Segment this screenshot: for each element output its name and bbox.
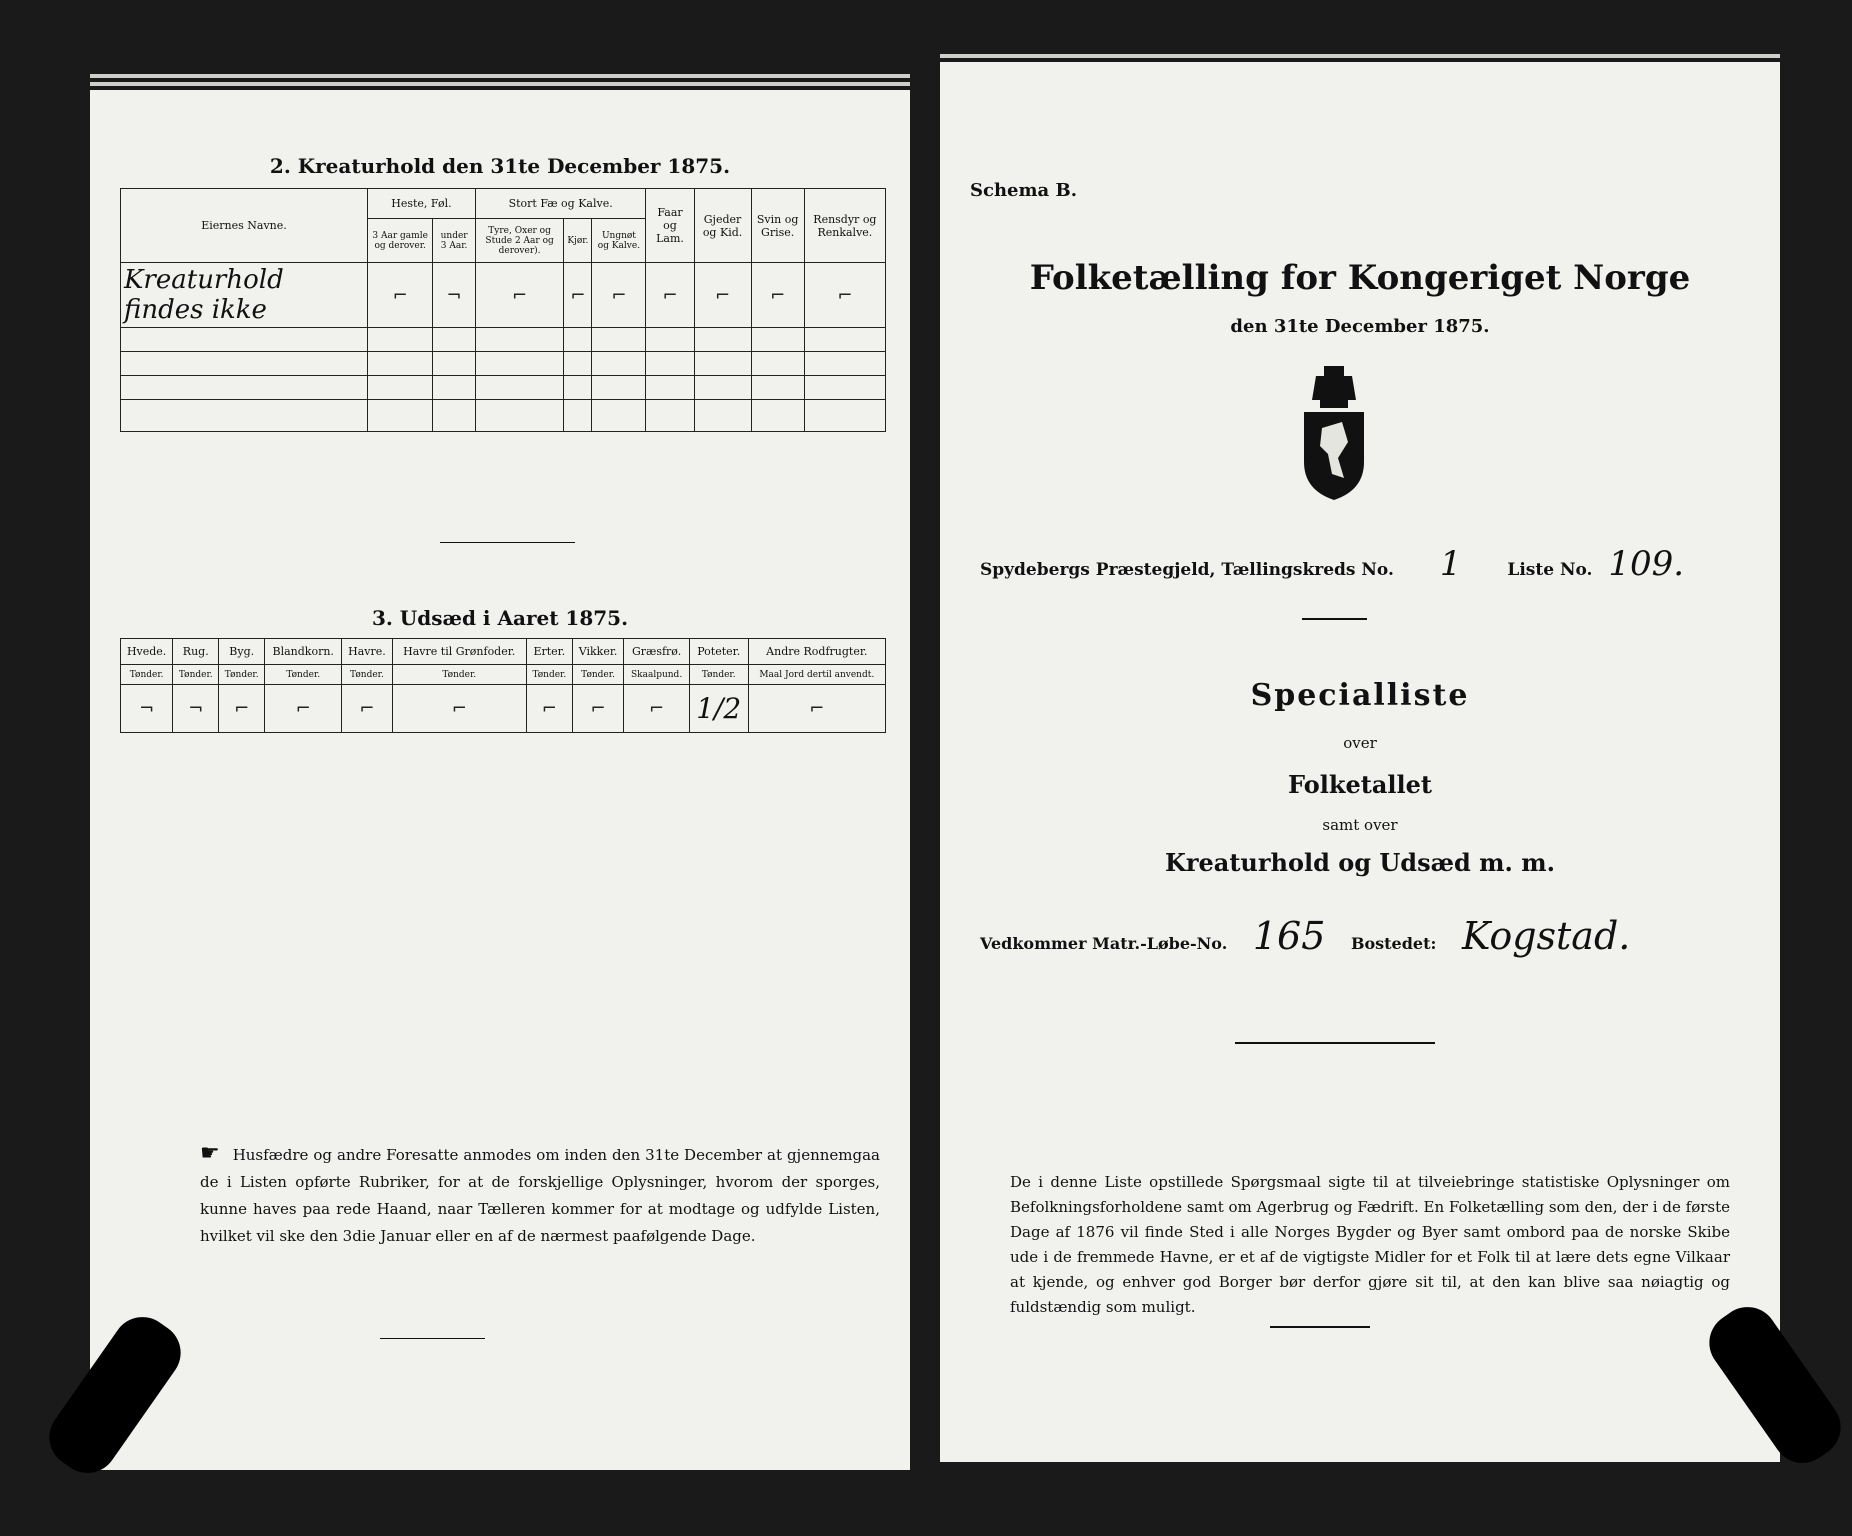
- table-cell: ⌐: [592, 263, 646, 328]
- heste-b-header: under 3 Aar.: [433, 219, 476, 263]
- table-cell: ⌐: [694, 263, 751, 328]
- page-edge: [90, 74, 910, 78]
- sowing-unit: Tønder.: [392, 665, 526, 685]
- sowing-header: Blandkorn.: [265, 639, 342, 665]
- sowing-unit: Tønder.: [572, 665, 623, 685]
- sowing-header: Græsfrø.: [624, 639, 690, 665]
- sowing-unit: Tønder.: [219, 665, 265, 685]
- schema-label: Schema B.: [970, 180, 1077, 201]
- tellingskreds-value: 1: [1439, 544, 1462, 584]
- sowing-header: Byg.: [219, 639, 265, 665]
- page-date: den 31te December 1875.: [1230, 316, 1490, 337]
- matr-label: Vedkommer Matr.-Løbe-No.: [980, 934, 1228, 953]
- district-line: [980, 544, 1724, 584]
- pointing-hand-icon: ☛: [200, 1141, 220, 1166]
- liste-value: 109.: [1608, 544, 1685, 584]
- folketallet-heading: Folketallet: [1288, 770, 1432, 799]
- divider: [380, 1338, 485, 1339]
- left-page: [90, 90, 910, 1470]
- table-cell: ⌐: [526, 685, 572, 733]
- page-title: Folketælling for Kongeriget Norge: [1029, 258, 1691, 298]
- table-cell: ⌐: [572, 685, 623, 733]
- sowing-header: Havre.: [342, 639, 392, 665]
- table-cell: ⌐: [751, 263, 804, 328]
- table-cell: ⌐: [748, 685, 885, 733]
- sowing-unit: Skaalpund.: [624, 665, 690, 685]
- notice-paragraph: [200, 1140, 880, 1250]
- table-cell: ⌐: [392, 685, 526, 733]
- table-cell: ⌐: [219, 685, 265, 733]
- owner-cell: Kreaturhold findes ikke: [121, 263, 368, 328]
- bosted-value: Kogstad.: [1461, 914, 1631, 958]
- page-edge: [90, 82, 910, 86]
- sowing-header: Havre til Grønfoder.: [392, 639, 526, 665]
- heste-header: Heste, Føl.: [368, 189, 476, 219]
- sowing-header: Erter.: [526, 639, 572, 665]
- divider: [1235, 1042, 1435, 1044]
- table-cell: ¬: [433, 263, 476, 328]
- table-cell: ¬: [121, 685, 173, 733]
- divider: [1270, 1326, 1370, 1328]
- sowing-header: Poteter.: [689, 639, 748, 665]
- stort-b-header: Kjør.: [564, 219, 592, 263]
- matr-value: 165: [1252, 914, 1326, 958]
- footer-paragraph: De i denne Liste opstillede Spørgsmaal sigte til at tilveiebringe statistiske Oplysninger om Befolkningsforholdene samt om Agerbrug og Fædrift. En Folketælling som den, der i de første Dage af 1876 vil finde Sted i alle Norges Bygder og Byer samt ombord paa de norske Skibe ude i de fremmede Havne, er et af de vigtigste Midler for et Folk til at lære dets egne Vilkaar at kjende, og enhver god Borger bør derfor gjøre sit til, at den kan blive saa nøiagtig og fuldstændig som muligt.: [1010, 1173, 1730, 1316]
- sowing-header: Rug.: [173, 639, 219, 665]
- kreaturhold-heading: Kreaturhold og Udsæd m. m.: [1165, 848, 1555, 877]
- table-cell: 1/2: [689, 685, 748, 733]
- liste-label: Liste No.: [1507, 560, 1593, 580]
- prestegjeld-label: Spydebergs Præstegjeld, Tællingskreds No.: [980, 560, 1394, 580]
- matr-line: [980, 914, 1650, 958]
- sowing-unit: Tønder.: [689, 665, 748, 685]
- sowing-unit: Tønder.: [526, 665, 572, 685]
- notice-text: Husfædre og andre Foresatte anmodes om inden den 31te December at gjennemgaa de i Listen opførte Rubriker, for at de forskjellige Oplysninger, hvorom der sporges, kunne haves paa rede Haand, naar Tælleren kommer for at modtage og udfylde Listen, hvilket vil ske den 3die Januar eller en af de nærmest paafølgende Dage.: [200, 1146, 880, 1245]
- divider: [1302, 618, 1367, 620]
- gjeder-header: Gjeder og Kid.: [694, 189, 751, 263]
- sowing-header: Andre Rodfrugter.: [748, 639, 885, 665]
- stort-c-header: Ungnøt og Kalve.: [592, 219, 646, 263]
- table-cell: ⌐: [342, 685, 392, 733]
- sowing-unit: Tønder.: [342, 665, 392, 685]
- over-text: over: [1343, 734, 1377, 752]
- table-cell: ⌐: [624, 685, 690, 733]
- samt-over-text: samt over: [1322, 816, 1398, 834]
- sowing-table: [120, 638, 886, 733]
- rensdyr-header: Rensdyr og Renkalve.: [804, 189, 885, 263]
- sowing-header: Hvede.: [121, 639, 173, 665]
- table-cell: ⌐: [646, 263, 694, 328]
- coat-of-arms-icon: [1298, 362, 1370, 502]
- section2-title: 2. Kreaturhold den 31te December 1875.: [269, 154, 731, 178]
- table-cell: ⌐: [368, 263, 433, 328]
- table-cell: ⌐: [804, 263, 885, 328]
- heste-a-header: 3 Aar gamle og derover.: [368, 219, 433, 263]
- specialliste-heading: Specialliste: [1250, 678, 1470, 713]
- livestock-table: [120, 188, 886, 432]
- table-cell: ⌐: [265, 685, 342, 733]
- faar-header: Faar og Lam.: [646, 189, 694, 263]
- right-page: [940, 62, 1780, 1462]
- svin-header: Svin og Grise.: [751, 189, 804, 263]
- sowing-unit: Maal Jord dertil anvendt.: [748, 665, 885, 685]
- bosted-label: Bostedet:: [1350, 934, 1437, 953]
- sowing-unit: Tønder.: [265, 665, 342, 685]
- stort-header: Stort Fæ og Kalve.: [475, 189, 646, 219]
- table-cell: ⌐: [475, 263, 563, 328]
- owner-header: Eiernes Navne.: [121, 189, 368, 263]
- sowing-header: Vikker.: [572, 639, 623, 665]
- section3-title: 3. Udsæd i Aaret 1875.: [371, 606, 629, 630]
- sowing-unit: Tønder.: [121, 665, 173, 685]
- sowing-unit: Tønder.: [173, 665, 219, 685]
- table-cell: ¬: [173, 685, 219, 733]
- divider: [440, 542, 575, 543]
- table-cell: ⌐: [564, 263, 592, 328]
- stort-a-header: Tyre, Oxer og Stude 2 Aar og derover).: [475, 219, 563, 263]
- page-edge: [940, 54, 1780, 58]
